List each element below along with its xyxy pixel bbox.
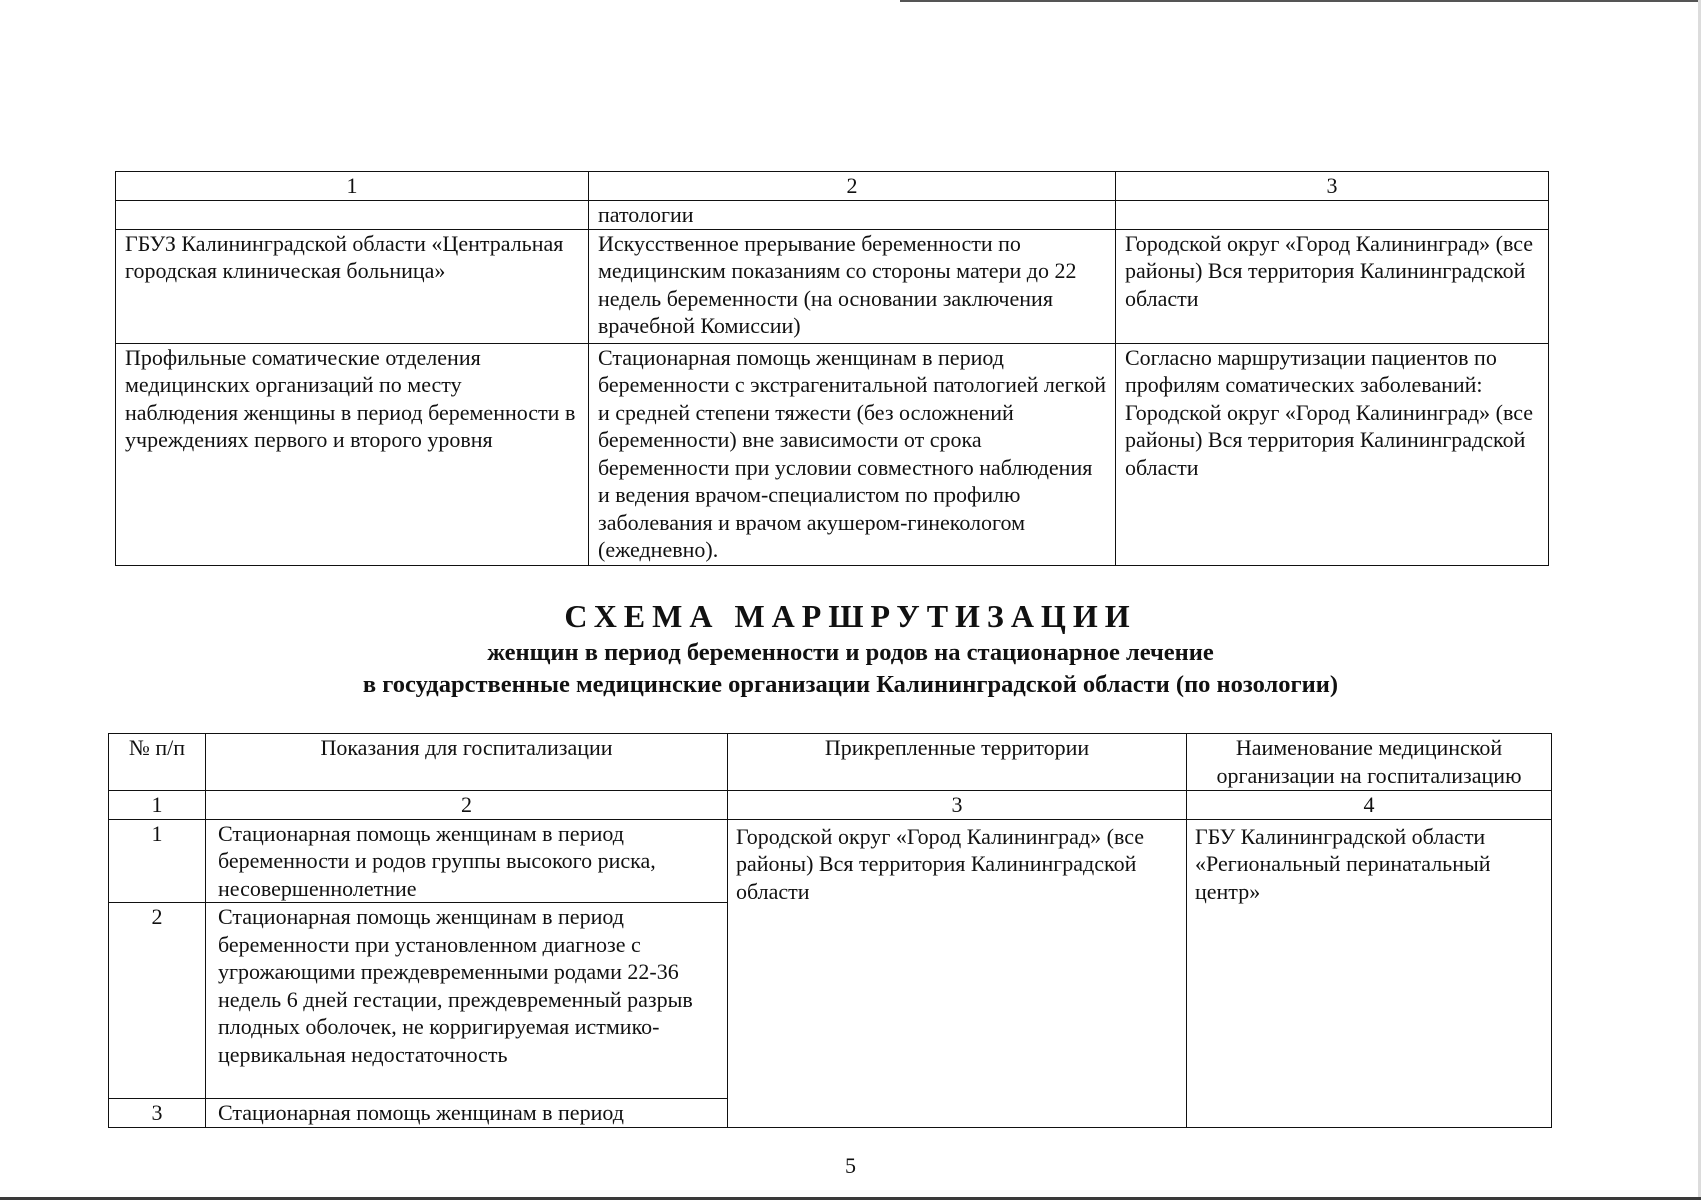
header-number: № п/п	[109, 734, 206, 791]
document-subtitle-line-2: в государственные медицинские организации Калининградской области (по нозологии)	[362, 671, 1339, 698]
header-organization: Наименование медицинской организации на госпитализацию	[1187, 734, 1552, 791]
document-title: СХЕМА МАРШРУТИЗАЦИИ	[564, 598, 1137, 634]
continuation-table	[115, 171, 1549, 566]
row-number: 2	[109, 903, 206, 1099]
table-row	[116, 343, 1549, 565]
scan-artifact-top-line	[900, 0, 1701, 2]
column-number: 2	[206, 791, 728, 820]
cell-indication: Стационарная помощь женщинам в период беременности с экстрагенитальной патологией легкой и средней степени тяжести (без осложнений беременности) вне зависимости от срока беременности при условии совместного наблюдения и ведения врачом-специалистом по профилю заболевания и врачом акушером-гинекологом (ежедневно).	[589, 343, 1116, 565]
header-cell-3: 3	[1116, 172, 1549, 201]
table-row	[116, 229, 1549, 343]
document-subtitle-line-1: женщин в период беременности и родов на стационарное лечение	[487, 639, 1214, 666]
cell-organization: ГБУ Калининградской области «Региональный перинатальный центр»	[1187, 819, 1552, 1127]
cell-territory: Городской округ «Город Калининград» (все районы) Вся территория Калининградской области	[1116, 229, 1549, 343]
cell-organization: ГБУЗ Калининградской области «Центральная городская клиническая больница»	[116, 229, 589, 343]
header-cell-1: 1	[116, 172, 589, 201]
cell-indication: Стационарная помощь женщинам в период	[206, 1099, 728, 1128]
page-number: 5	[845, 1153, 856, 1178]
table-header-row	[116, 172, 1549, 201]
cell-indication: Стационарная помощь женщинам в период беременности и родов группы высокого риска, несовершеннолетние	[206, 819, 728, 903]
column-number: 1	[109, 791, 206, 820]
cell-territory	[1116, 201, 1549, 230]
row-number: 1	[109, 819, 206, 903]
column-number-row	[109, 791, 1552, 820]
header-cell-2: 2	[589, 172, 1116, 201]
routing-table	[108, 733, 1552, 1128]
column-number: 4	[1187, 791, 1552, 820]
table-header-row	[109, 734, 1552, 791]
cell-territories: Городской округ «Город Калининград» (все районы) Вся территория Калининградской области	[728, 819, 1187, 1127]
header-indications: Показания для госпитализации	[206, 734, 728, 791]
header-territories: Прикрепленные территории	[728, 734, 1187, 791]
table-row	[116, 201, 1549, 230]
table-row	[109, 819, 1552, 903]
cell-organization	[116, 201, 589, 230]
cell-indication: Искусственное прерывание беременности по медицинским показаниям со стороны матери до 22 недель беременности (на основании заключения врачебной Комиссии)	[589, 229, 1116, 343]
cell-indication: Стационарная помощь женщинам в период беременности при установленном диагнозе с угрожающими преждевременными родами 22-36 недель 6 дней гестации, преждевременный разрыв плодных оболочек, не корригируемая истмико-цервикальная недостаточность	[206, 903, 728, 1099]
cell-organization: Профильные соматические отделения медицинских организаций по месту наблюдения женщины в период беременности в учреждениях первого и второго уровня	[116, 343, 589, 565]
cell-territory: Согласно маршрутизации пациентов по профилям соматических заболеваний: Городской округ «Город Калининград» (все районы) Вся территория Калининградской области	[1116, 343, 1549, 565]
cell-indication: патологии	[589, 201, 1116, 230]
row-number: 3	[109, 1099, 206, 1128]
column-number: 3	[728, 791, 1187, 820]
